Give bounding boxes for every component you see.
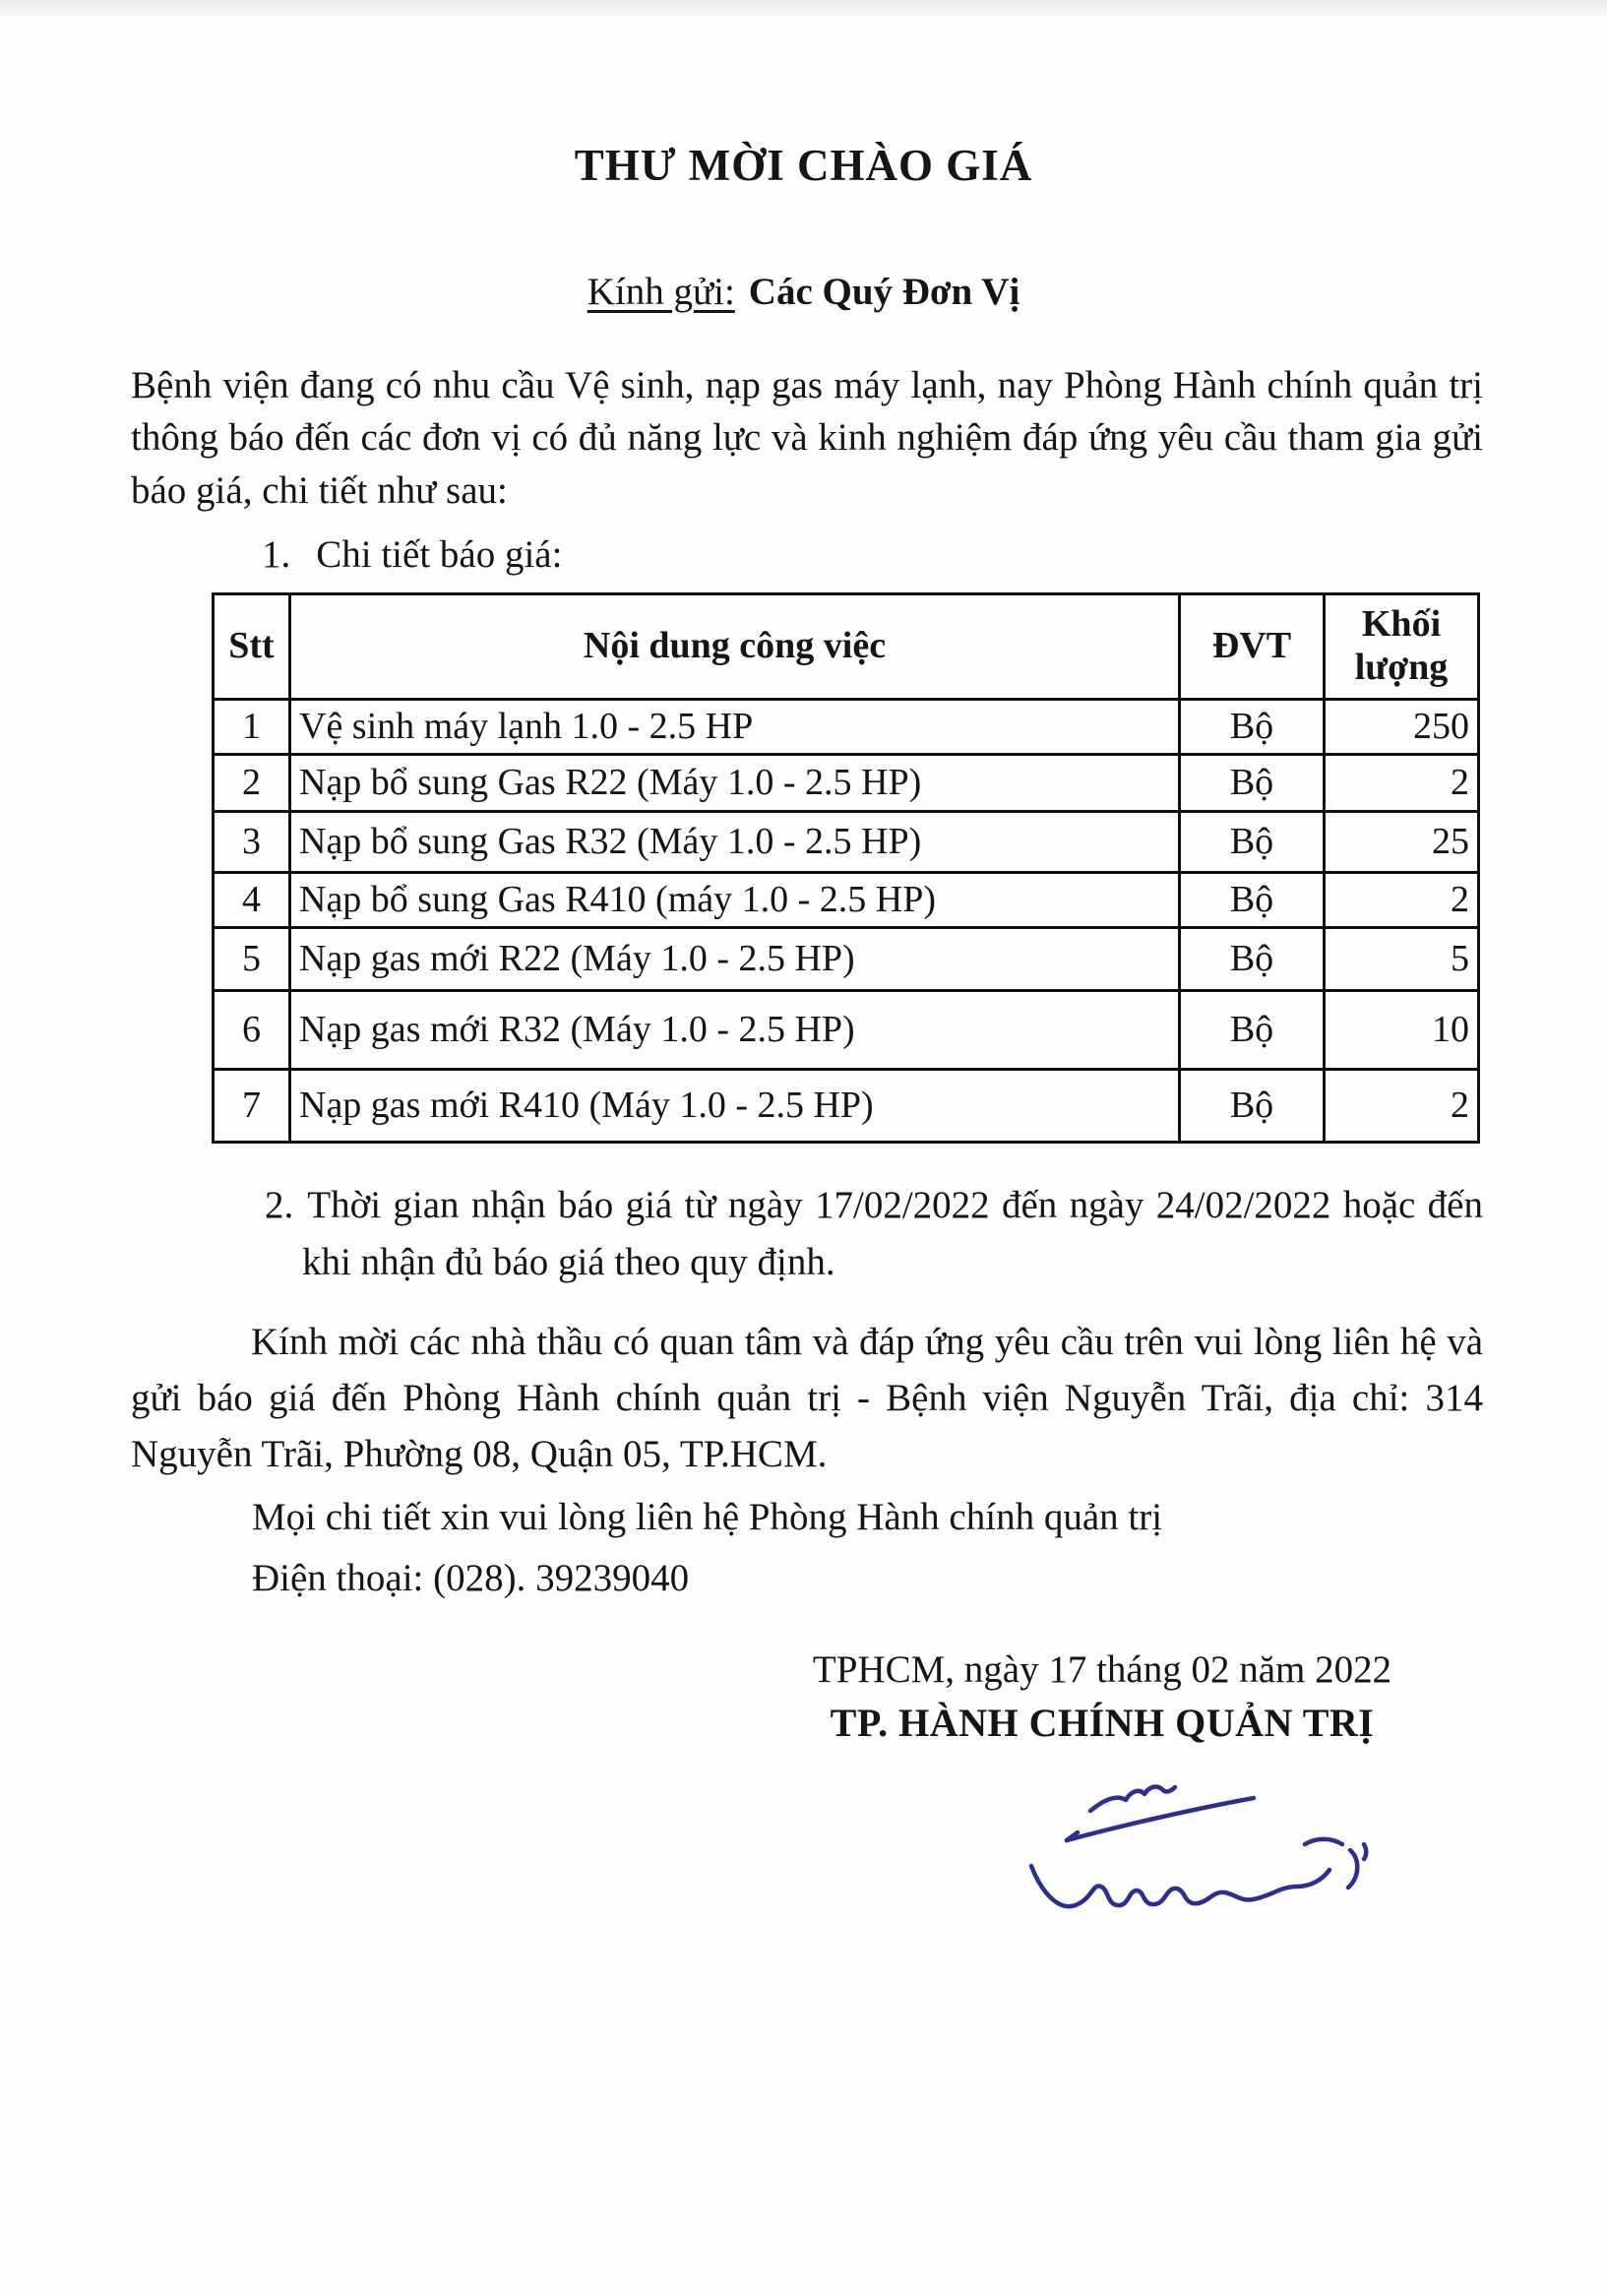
cell-unit: Bộ [1180,990,1325,1069]
cell-quantity: 5 [1325,927,1479,990]
table-header-row [214,594,1479,699]
table-row [214,872,1479,927]
closing-paragraph: Kính mời các nhà thầu có quan tâm và đáp ứng yêu cầu trên vui lòng liên hệ và gửi báo giá đến Phòng Hành chính quản trị - Bệnh viện Nguyễn Trãi, địa chỉ: 314 Nguyễn Trãi, Phường 08, Quận 05, TP.HCM. [131,1320,1483,1476]
signature-scribble-icon [1016,1762,1409,1963]
cell-stt: 5 [214,927,290,990]
date-line: TPHCM, ngày 17 tháng 02 năm 2022 [812,1647,1392,1691]
signer-title: TP. HÀNH CHÍNH QUẢN TRỊ [830,1700,1375,1745]
handwritten-signature [1016,1762,1409,1963]
cell-quantity: 250 [1325,699,1479,754]
cell-content: Nạp gas mới R22 (Máy 1.0 - 2.5 HP) [290,927,1180,990]
cell-quantity: 2 [1325,754,1479,811]
intro-paragraph: Bệnh viện đang có nhu cầu Vệ sinh, nạp gas máy lạnh, nay Phòng Hành chính quản trị thông báo đến các đơn vị có đủ năng lực và kinh nghiệm đáp ứng yêu cầu tham gia gửi báo giá, chi tiết như sau: [131,364,1483,512]
cell-content: Nạp bổ sung Gas R22 (Máy 1.0 - 2.5 HP) [290,754,1180,811]
cell-content: Vệ sinh máy lạnh 1.0 - 2.5 HP [290,699,1180,754]
section2-number: 2. [265,1183,294,1226]
cell-unit: Bộ [1180,872,1325,927]
table-row [214,990,1479,1069]
header-quantity: Khối lượng [1325,594,1479,699]
cell-quantity: 10 [1325,990,1479,1069]
quotation-table [212,592,1480,1143]
section1-heading [262,532,1483,577]
cell-unit: Bộ [1180,811,1325,872]
phone-line: Điện thoại: (028). 39239040 [252,1557,690,1600]
cell-stt: 1 [214,699,290,754]
cell-unit: Bộ [1180,927,1325,990]
table-row [214,754,1479,811]
table-row [214,699,1479,754]
cell-unit: Bộ [1180,699,1325,754]
table-row [214,1069,1479,1142]
header-content: Nội dung công việc [290,594,1180,699]
section1-text: Chi tiết báo giá: [316,533,563,577]
cell-content: Nạp bổ sung Gas R32 (Máy 1.0 - 2.5 HP) [290,811,1180,872]
table-row [214,927,1479,990]
section2-text: Thời gian nhận báo giá từ ngày 17/02/2022 đến ngày 24/02/2022 hoặc đến khi nhận đủ báo giá theo quy định. [302,1183,1483,1284]
cell-stt: 4 [214,872,290,927]
cell-stt: 3 [214,811,290,872]
table-row [214,811,1479,872]
contact-line: Mọi chi tiết xin vui lòng liên hệ Phòng Hành chính quản trị [252,1495,1163,1538]
cell-unit: Bộ [1180,1069,1325,1142]
salutation-line [0,270,1607,314]
cell-content: Nạp gas mới R410 (Máy 1.0 - 2.5 HP) [290,1069,1180,1142]
document-title: THƯ MỜI CHÀO GIÁ [574,141,1033,190]
cell-quantity: 25 [1325,811,1479,872]
cell-quantity: 2 [1325,1069,1479,1142]
signature-block [787,1647,1417,1963]
cell-quantity: 2 [1325,872,1479,927]
scan-edge-artifact [0,0,1607,16]
section2-paragraph [265,1177,1483,1292]
salutation-recipient: Các Quý Đơn Vị [748,271,1020,313]
salutation-label: Kính gửi: [587,271,735,313]
header-stt: Stt [214,594,290,699]
section1-number: 1. [262,533,291,577]
cell-stt: 2 [214,754,290,811]
cell-content: Nạp gas mới R32 (Máy 1.0 - 2.5 HP) [290,990,1180,1069]
cell-stt: 7 [214,1069,290,1142]
cell-unit: Bộ [1180,754,1325,811]
cell-content: Nạp bổ sung Gas R410 (máy 1.0 - 2.5 HP) [290,872,1180,927]
cell-stt: 6 [214,990,290,1069]
header-unit: ĐVT [1180,594,1325,699]
